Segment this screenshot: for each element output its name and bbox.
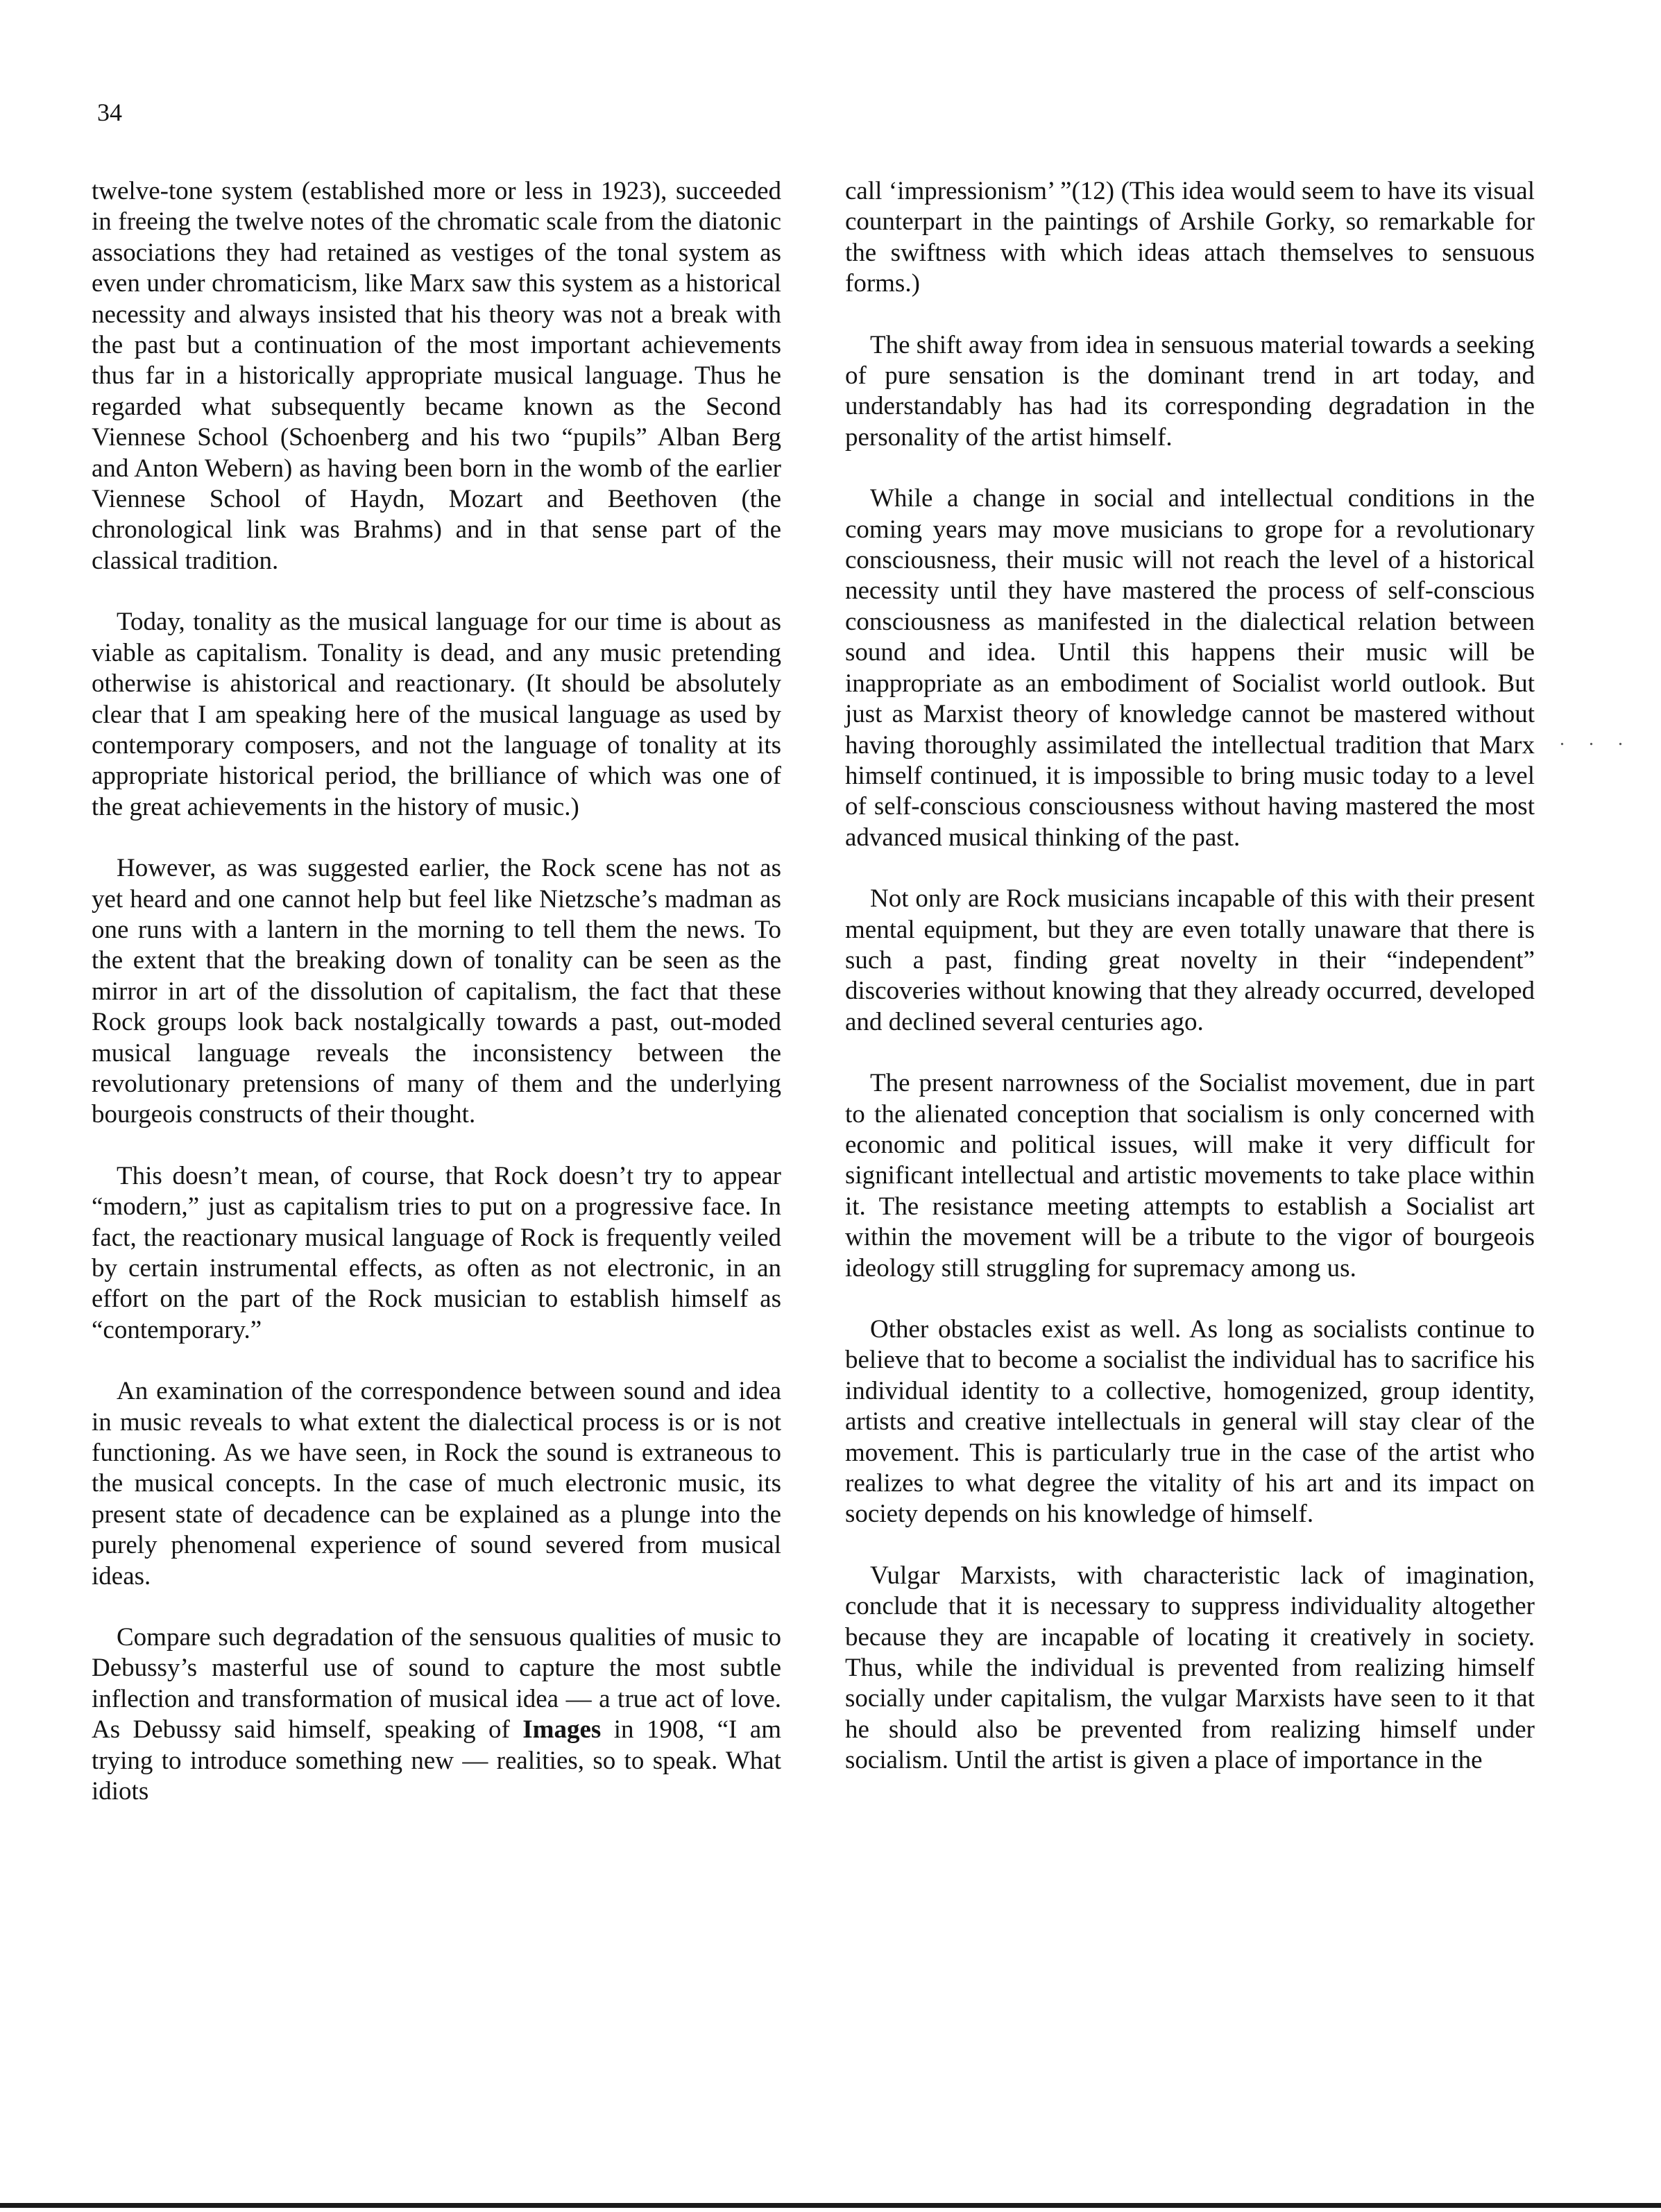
bottom-rule [0,2203,1661,2208]
paragraph: call ‘impressionism’ ”(12) (This idea would seem to have its visual counterpart in the paintings of Arshile Gorky, so remarkable for the swiftness with which ideas attach themselves to sensuous forms.) [845,177,1535,298]
paragraph-debussy [92,1622,781,1807]
paragraph: This doesn’t mean, of course, that Rock doesn’t try to appear “modern,” just as capitalism tries to put on a progressive face. In fact, the reactionary musical language of Rock is frequently veiled by certain instrumental effects, as often as not electronic, in an effort on the part of the Rock musician to establish himself as “contemporary.” [92,1161,781,1344]
paragraph: Not only are Rock musicians incapable of this with their present mental equipment, but they are even totally unaware that there is such a past, finding great novelty in their “independent” discoveries without knowing that they already occurred, developed and declined several centuries ago. [845,884,1535,1036]
paragraph-text: in 1908, “I am trying to introduce something new — realities, so to speak. What idiots [92,1715,781,1806]
page-number: 34 [97,98,122,126]
scan-artifact-dots: . . . [1560,728,1633,750]
paragraph: The present narrowness of the Socialist movement, due in part to the alienated conception that socialism is only concerned with economic and political issues, will make it very difficult for significant intellectual and artistic movements to take place within it. The resistance meeting attempts to establish a Socialist art within the movement will be a tribute to the vigor of bourgeois ideology still struggling for supremacy among us. [845,1069,1535,1283]
paragraph: The shift away from idea in sensuous material towards a seeking of pure sensation is the dominant trend in art today, and understandably has had its corresponding degradation in the personality of the artist himself. [845,330,1535,452]
paragraph: Vulgar Marxists, with characteristic lack of imagination, conclude that it is necessary to suppress individuality altogether because they are incapable of locating it creatively in society. Thus, while the individual is prevented from realizing himself socially under capitalism, the vulgar Marxists have seen to it that he should also be prevented from realizing himself under socialism. Until the artist is given a place of importance in the [845,1561,1535,1775]
right-column [845,176,1535,1776]
paragraph: An examination of the correspondence between sound and idea in music reveals to what extent the dialectical process is or is not functioning. As we have seen, in Rock the sound is extraneous to the musical concepts. In the case of much electronic music, its present state of decadence can be explained as a plunge into the purely phenomenal experience of sound severed from musical ideas. [92,1377,781,1591]
work-title-images: Images [522,1715,602,1744]
paragraph: twelve-tone system (established more or less in 1923), succeeded in freeing the twelve notes of the chromatic scale from the diatonic associations they had retained as vestiges of the tonal system as even under chromaticism, like Marx saw this system as a historical necessity and always insisted that his theory was not a break with the past but a continuation of the most important achievements thus far in a historically appropriate musical language. Thus he regarded what subsequently became known as the Second Viennese School (Schoenberg and his two “pupils” Alban Berg and Anton Webern) as having been born in the womb of the earlier Viennese School of Haydn, Mozart and Beethoven (the chronological link was Brahms) and in that sense part of the classical tradition. [92,177,781,575]
left-column [92,176,781,1808]
paragraph: However, as was suggested earlier, the Rock scene has not as yet heard and one cannot help but feel like Nietzsche’s madman as one runs with a lantern in the morning to tell them the news. To the extent that the breaking down of tonality can be seen as the mirror in art of the dissolution of capitalism, the fact that these Rock groups look back nostalgically towards a past, out-moded musical language reveals the inconsistency between the revolutionary pretensions of many of them and the underlying bourgeois constructs of their thought. [92,854,781,1129]
paragraph: Other obstacles exist as well. As long as socialists continue to believe that to become a socialist the individual has to sacrifice his individual identity to a collective, homogenized, group identity, artists and creative intellectuals in general will stay clear of the movement. This is particularly true in the case of the artist who realizes to what degree the vitality of his art and its impact on society depends on his knowledge of himself. [845,1315,1535,1529]
paragraph: While a change in social and intellectual conditions in the coming years may move musicians to grope for a revolutionary consciousness, their music will not reach the level of a historical necessity until they have mastered the process of self-conscious consciousness as manifested in the dialectical relation between sound and idea. Until this happens their music will be inappropriate as an embodiment of Socialist world outlook. But just as Marxist theory of knowledge cannot be mastered without having thoroughly assimilated the intellectual tradition that Marx himself continued, it is impossible to bring music today to a level of self-conscious consciousness without having mastered the most advanced musical thinking of the past. [845,484,1535,852]
paragraph-text: Compare such degradation of the sensuous qualities of music to Debussy’s masterful use of sound to capture the most subtle inflection and transformation of musical idea — a true act of love. As Debussy said himself, speaking of [92,1623,781,1744]
paragraph: Today, tonality as the musical language for our time is about as viable as capitalism. Tonality is dead, and any music pretending otherwise is ahistorical and reactionary. (It should be absolutely clear that I am speaking here of the musical language as used by contemporary composers, and not the language of tonality at its appropriate historical period, the brilliance of which was one of the great achievements in the history of music.) [92,608,781,821]
